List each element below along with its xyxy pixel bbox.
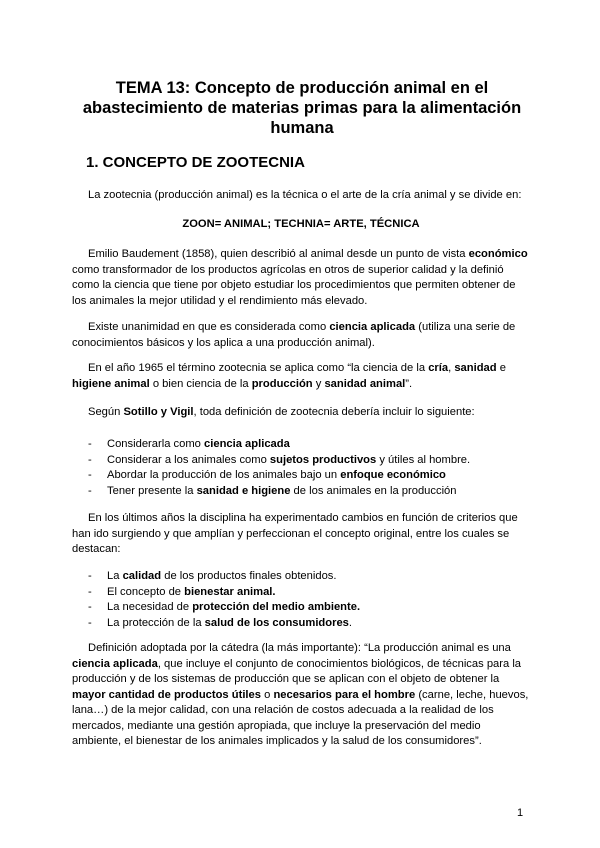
baudement-paragraph: Emilio Baudement (1858), quien describió al animal desde un punto de vista económico como transformador de los productos agrícolas en otros de superior calidad y la definió como la ciencia que tiene por objeto estudiar los procedimientos que permiten obtener de los animales la mejor utilidad y el rendimiento más elevado. (72, 248, 528, 307)
title-line-2: abastecimiento de materias primas para la alimentación (82, 99, 522, 117)
definition-requirements-list (88, 437, 528, 499)
sotillo-vigil-paragraph: Según Sotillo y Vigil, toda definición de zootecnia debería incluir lo siguiente: (88, 406, 475, 418)
list-item: - Abordar la producción de los animales bajo un enfoque económico (88, 469, 446, 481)
year-1965-paragraph: En el año 1965 el término zootecnia se aplica como “la ciencia de la cría, sanidad e higiene animal o bien ciencia de la producción y sanidad animal”. (72, 362, 506, 390)
list-item: - El concepto de bienestar animal. (88, 585, 276, 598)
title-line-3: humana (270, 119, 334, 137)
etymology-formula: ZOON= ANIMAL; TECHNIA= ARTE, TÉCNICA (182, 218, 420, 230)
page-number: 1 (517, 807, 524, 819)
list-item: - Considerar a los animales como sujetos productivos y útiles al hombre. (88, 453, 471, 466)
intro-paragraph: La zootecnia (producción animal) es la técnica o el arte de la cría animal y se divide en: (88, 189, 522, 201)
document-title (72, 78, 532, 138)
chair-definition-paragraph: Definición adoptada por la cátedra (la más importante): “La producción animal es una ciencia aplicada, que incluye el conjunto de conocimientos biológicos, de técnicas para la producción y de los sistemas de producción que se aplican con el objeto de obtener la mayor cantidad de productos útiles o necesarios para el hombre (carne, leche, huevos, lana…) de la mejor calidad, con una relación de costos adecuada a la realidad de los mercados, mediante una gestión apropiada, que incluye la preservación del medio ambiente, el bienestar de los animales implicados y la salud de los consumidores”. (72, 642, 529, 747)
list-item: - Considerarla como ciencia aplicada (88, 438, 290, 450)
recent-changes-paragraph: En los últimos años la disciplina ha experimentado cambios en función de criterios que han ido surgiendo y que amplían y perfeccionan el concepto original, entre los cuales se destacan: (72, 512, 518, 555)
list-item: - La calidad de los productos finales obtenidos. (88, 570, 337, 582)
list-item: - La protección de la salud de los consumidores. (88, 616, 352, 629)
list-item: - La necesidad de protección del medio ambiente. (88, 601, 361, 613)
new-criteria-list (88, 569, 528, 631)
title-line-1: TEMA 13: Concepto de producción animal en el (115, 79, 489, 97)
applied-science-paragraph: Existe unanimidad en que es considerada como ciencia aplicada (utiliza una serie de conocimientos básicos y los aplica a una producción animal). (72, 321, 516, 349)
section-heading: 1. CONCEPTO DE ZOOTECNIA (86, 154, 305, 171)
list-item: - Tener presente la sanidad e higiene de los animales en la producción (88, 484, 457, 497)
